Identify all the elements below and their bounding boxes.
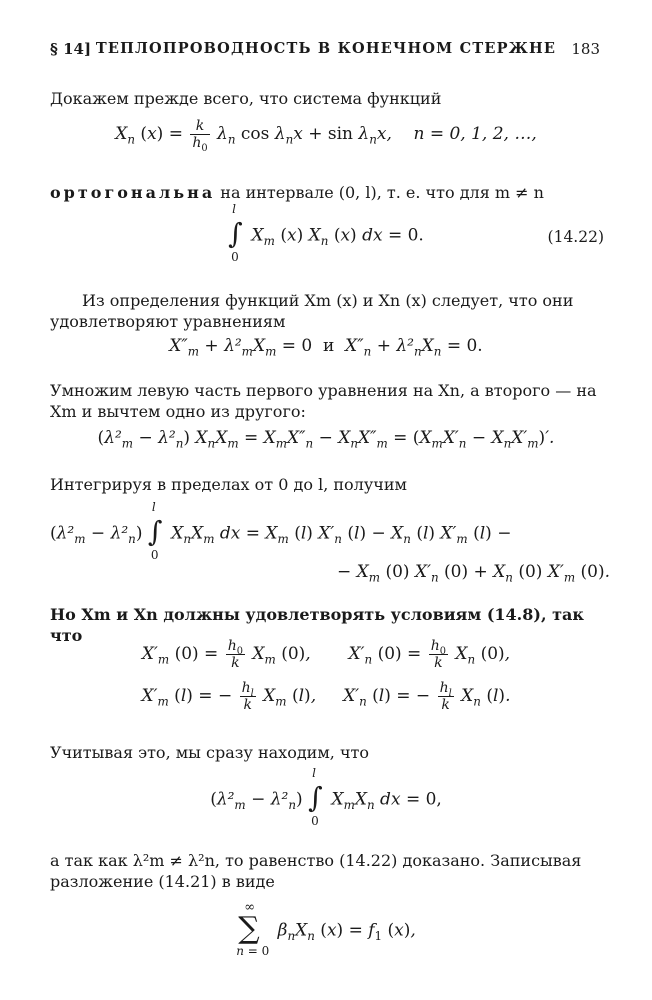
- paragraph-definition: Из определения функций Xm (x) и Xn (x) следует, что они удовлетворяют уравнениям: [50, 291, 574, 331]
- paragraph-integrate: Интегрируя в пределах от 0 до l, получим: [50, 475, 407, 494]
- equation-boundary-at-zero: $X'_m$ (0) = $\frac{h_0}{k}$ $X_m$ (0), $X'_n$ (0) = $\frac{h_0}{k}$ $X_n$ (0),: [141, 638, 511, 671]
- equation-system-of-functions: $X_n$ (x) = $\frac{k}{h_0}$ $\lambda_n$ $\cos \lambda_nx + \sin \lambda_nx$, n = 0, 1, 2, …,: [115, 118, 537, 154]
- paragraph-conclusion: а так как λ²m ≠ λ²n, то равенство (14.22) доказано. Записывая разложение (14.21) в виде: [50, 851, 582, 891]
- equation-number: (14.22): [547, 228, 604, 246]
- equation-boundary-at-l: $X'_m$ (l) = − $\frac{h_l}{k}$ $X_m$ (l), $X'_n$ (l) = − $\frac{h_l}{k}$ $X_n$ (l).: [141, 680, 511, 713]
- equation-orthogonality-result: $(\lambda^2_m - \lambda^2_n)$ l ∫ 0 $X_mX_n$ dx = 0,: [210, 766, 442, 828]
- equation-difference: $(\lambda^2_m - \lambda^2_n) X_nX_m = X_mX''_n - X_nX''_m = (X_mX'_n - X_nX'_m)'$.: [97, 428, 555, 451]
- paragraph-multiply: Умножим левую часть первого уравнения на Xn, а второго — на Xm и вычтем одно из другого:: [50, 381, 597, 421]
- equation-integrated-line2: − $X_m$ (0) $X'_n$ $(0) + X_n$ (0) $X'_m$ (0).: [337, 562, 610, 585]
- equation-expansion: ∞ ∑ n = 0 $\beta_nX_n$ $(x) = f_1$ (x),: [236, 900, 416, 958]
- paragraph-therefore: Учитывая это, мы сразу находим, что: [50, 743, 370, 762]
- equation-orthogonality: l ∫ 0 $X_m$ (x) $X_n$ (x) dx = 0.: [228, 202, 424, 264]
- running-title: ТЕПЛОПРОВОДНОСТЬ В КОНЕЧНОМ СТЕРЖНЕ: [95, 40, 557, 57]
- paragraph-intro: Докажем прежде всего, что система функций: [50, 89, 442, 108]
- equation-joiner: и: [323, 336, 335, 356]
- page-number: 183: [571, 40, 600, 58]
- section-marker: § 14]: [50, 40, 92, 58]
- page-header: [0, 40, 652, 66]
- index-range: n = 0, 1, 2, …,: [413, 124, 537, 144]
- equation-integrated-line1: $(\lambda^2_m - \lambda^2_n)$ l ∫ 0 $X_nX_m$ dx = $X_m$ (l) $X'_n$ $(l) - X_n$ (l) $X'_m$ (l) −: [50, 500, 512, 562]
- paragraph-conditions: Но Xm и Xn должны удовлетворять условиям (14.8), так что: [50, 605, 584, 645]
- paragraph-orthogonal: [50, 182, 608, 203]
- equation-ode-pair: $X''_m + \lambda^2_mX_m = 0$ и $X''_n + \lambda^2_nX_n = 0$.: [169, 336, 483, 359]
- paragraph-orthogonal-rest: на интервале (0, l), т. е. что для m ≠ n: [215, 183, 544, 202]
- emphasized-word: ортогональна: [50, 183, 216, 202]
